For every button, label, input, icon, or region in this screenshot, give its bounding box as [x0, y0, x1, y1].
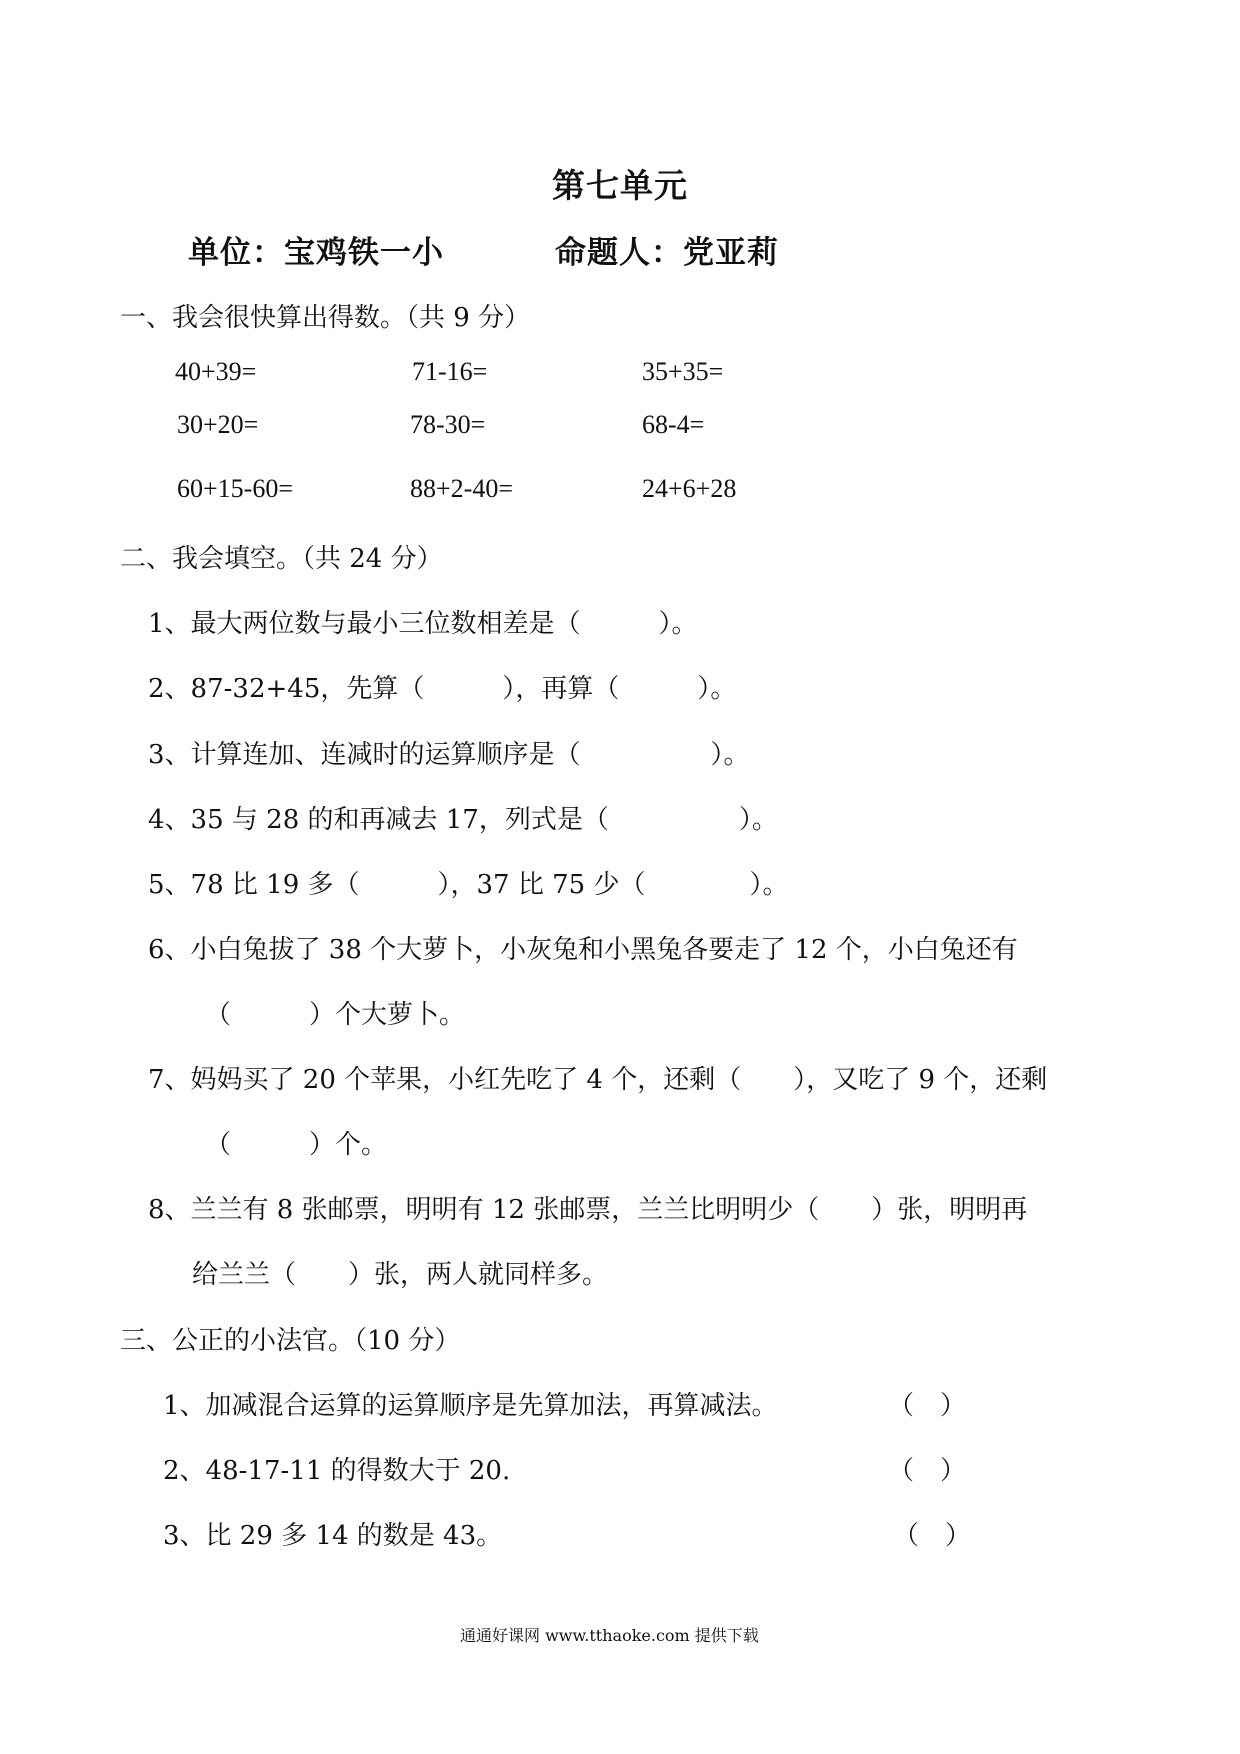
fill-blank-item: 8、兰兰有 8 张邮票，明明有 12 张邮票，兰兰比明明少（ ）张，明明再 [148, 1195, 1028, 1225]
author-label: 命题人：党亚莉 [555, 235, 779, 271]
fill-blank-item: 1、最大两位数与最小三位数相差是（ ）。 [148, 609, 698, 639]
section3-heading: 三、公正的小法官。（10 分） [120, 1326, 461, 1356]
footer-source: 通通好课网 www.tthaoke.com 提供下载 [460, 1626, 759, 1645]
calc-problem: 24+6+28 [642, 474, 737, 503]
fill-blank-item: 4、35 与 28 的和再减去 17，列式是（ ）。 [148, 805, 778, 835]
calc-problem: 30+20= [177, 410, 259, 439]
section2-heading: 二、我会填空。（共 24 分） [120, 544, 443, 574]
calc-problem: 40+39= [175, 357, 257, 386]
judge-mark: （ ） [888, 1456, 967, 1486]
section1-heading: 一、我会很快算出得数。（共 9 分） [120, 303, 531, 333]
fill-blank-item: 3、计算连加、连减时的运算顺序是（ ）。 [148, 740, 750, 770]
calc-problem: 68-4= [642, 410, 705, 439]
fill-blank-item-continued: 给兰兰（ ）张，两人就同样多。 [192, 1260, 609, 1290]
fill-blank-item: 5、78 比 19 多（ ），37 比 75 少（ ）。 [148, 870, 789, 900]
judge-item: 1、加减混合运算的运算顺序是先算加法，再算减法。 [163, 1391, 778, 1421]
fill-blank-item-continued: （ ）个。 [205, 1130, 388, 1160]
calc-problem: 78-30= [410, 410, 486, 439]
calc-problem: 88+2-40= [410, 474, 513, 503]
judge-item: 3、比 29 多 14 的数是 43。 [163, 1521, 503, 1551]
judge-mark: （ ） [888, 1391, 967, 1421]
page-title: 第七单元 [552, 166, 688, 205]
calc-problem: 35+35= [642, 357, 724, 386]
fill-blank-item: 2、87-32+45，先算（ ），再算（ ）。 [148, 674, 737, 704]
calc-problem: 71-16= [412, 357, 488, 386]
fill-blank-item: 7、妈妈买了 20 个苹果，小红先吃了 4 个，还剩（ ），又吃了 9 个，还剩 [148, 1065, 1048, 1095]
fill-blank-item: 6、小白兔拔了 38 个大萝卜，小灰兔和小黑兔各要走了 12 个，小白兔还有 [148, 935, 1018, 965]
fill-blank-item-continued: （ ）个大萝卜。 [205, 1000, 466, 1030]
calc-problem: 60+15-60= [177, 474, 293, 503]
unit-label: 单位：宝鸡铁一小 [188, 235, 444, 271]
judge-item: 2、48-17-11 的得数大于 20. [163, 1456, 511, 1486]
judge-mark: （ ） [893, 1521, 972, 1551]
